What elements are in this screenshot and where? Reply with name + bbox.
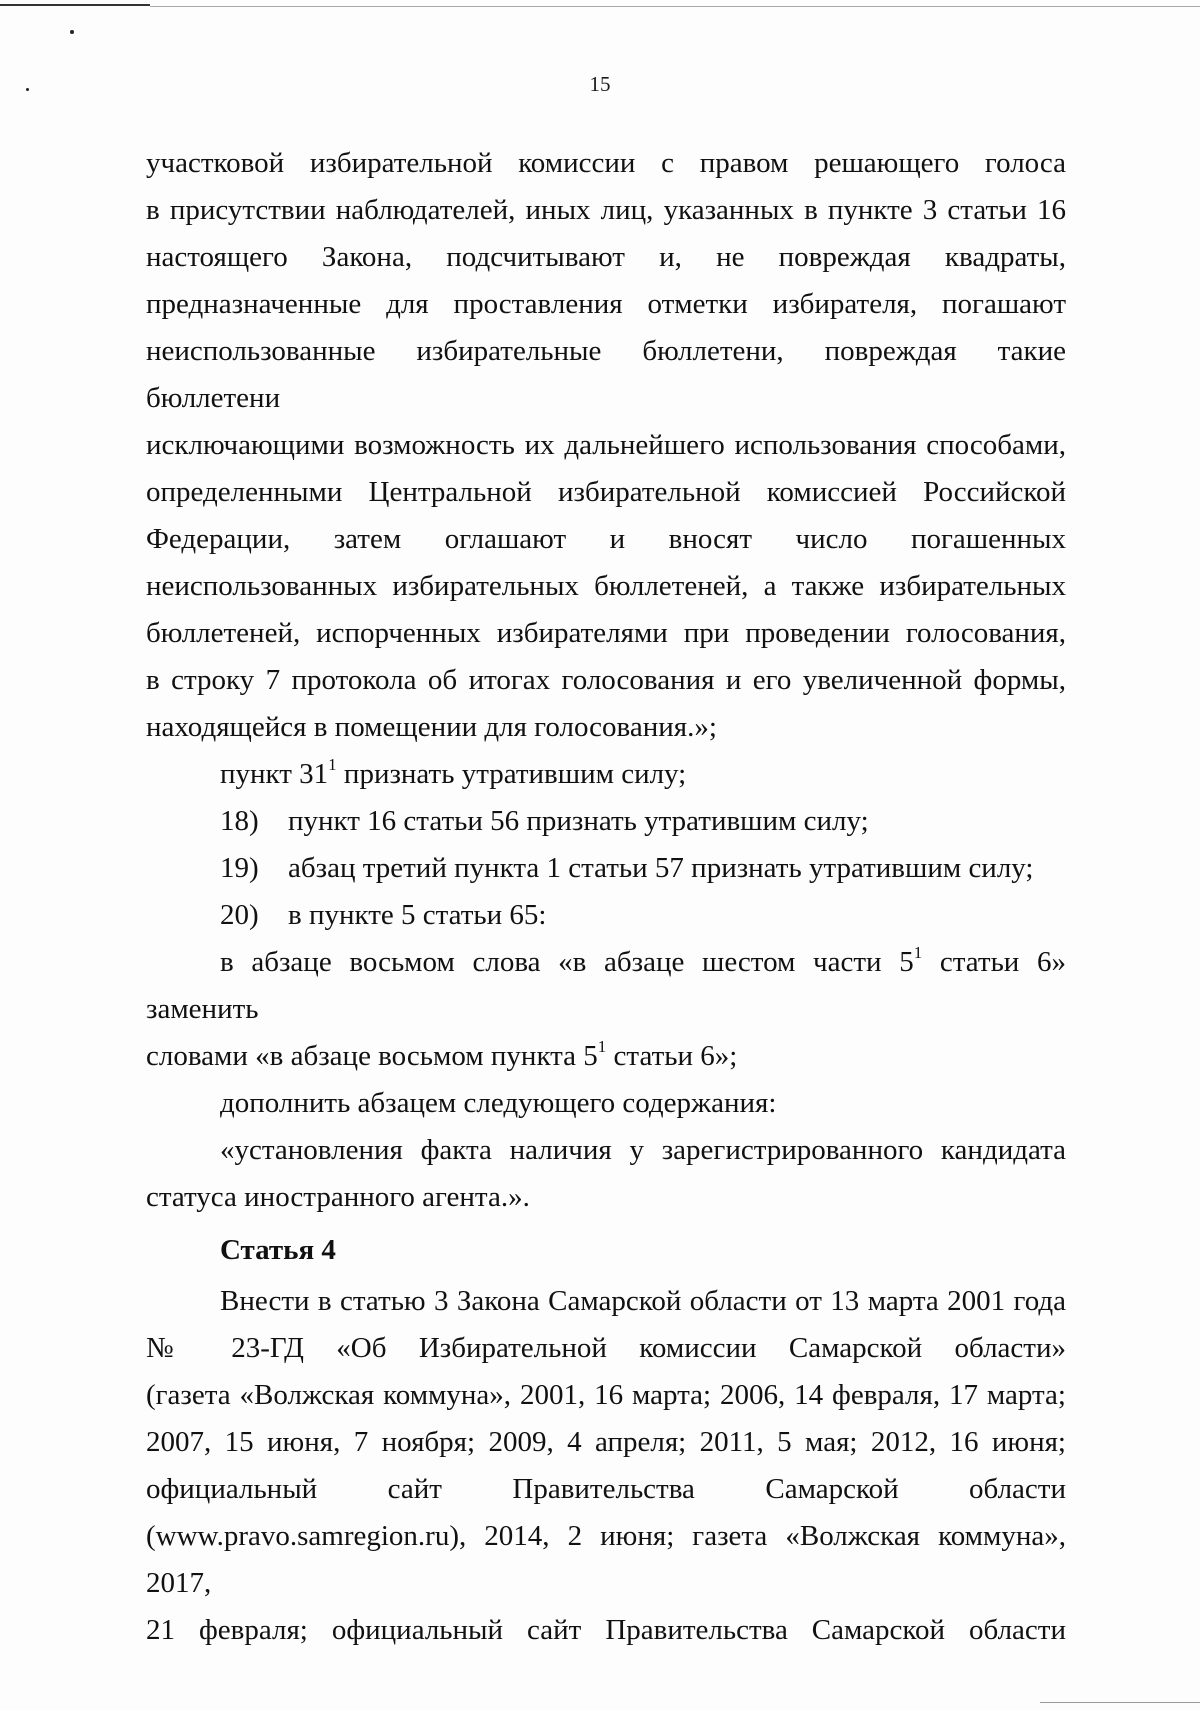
text-line: в строку 7 протокола об итогах голосования и его увеличенной формы, [146,664,1066,696]
text-line: предназначенные для проставления отметки избирателя, погашают [146,288,1066,320]
document-body [146,140,1066,1654]
list-item-text: в пункте 5 статьи 65: [288,899,547,931]
scan-border-line-faint [150,6,1200,7]
superscript: 1 [597,1037,607,1057]
list-item-text: абзац третий пункта 1 статьи 57 признать утратившим силу; [288,852,1034,884]
amendment-line: статуса иностранного агента.». [146,1181,530,1213]
amendment-line [146,1033,1066,1080]
list-item-number: 19) [220,852,259,884]
text-line: официальный сайт Правительства Самарской области [146,1473,1066,1505]
text-fragment: пункт 31 [220,758,329,790]
text-line: бюллетеней, испорченных избирателями при проведении голосования, [146,617,1066,649]
text-fragment: словами «в абзаце восьмом пункта 5 [146,1040,598,1072]
text-line: исключающими возможность их дальнейшего использования способами, [146,429,1066,461]
text-line: находящейся в помещении для голосования.»; [146,711,717,743]
text-line: (www.pravo.samregion.ru), 2014, 2 июня; газета «Волжская коммуна», 2017, [146,1520,1066,1599]
article-heading: Статья 4 [220,1234,336,1266]
page-number: 15 [589,72,611,96]
list-item-number: 18) [220,805,259,837]
list-item-number: 20) [220,899,259,931]
scan-border-line-bottom [1040,1702,1200,1703]
text-line: № 23-ГД «Об Избирательной комиссии Самарской области» [146,1332,1066,1364]
text-line: Федерации, затем оглашают и вносят число погашенных [146,523,1066,555]
text-line: Внести в статью 3 Закона Самарской области от 13 марта 2001 года [220,1285,1066,1317]
text-line: неиспользованных избирательных бюллетеней, а также избирательных [146,570,1066,602]
list-item-text: пункт 16 статьи 56 признать утратившим силу; [288,805,869,837]
scan-border-line [0,4,150,6]
text-fragment: статьи 6»; [606,1040,738,1072]
list-item-19 [146,845,1066,892]
text-fragment: в абзаце восьмом слова «в абзаце шестом части 5 [220,946,914,978]
list-item-18 [146,798,1066,845]
text-line: участковой избирательной комиссии с правом решающего голоса [146,147,1066,179]
amendment-line: дополнить абзацем следующего содержания: [220,1087,777,1119]
text-line: (газета «Волжская коммуна», 2001, 16 марта; 2006, 14 февраля, 17 марта; [146,1379,1066,1411]
text-fragment: признать утратившим силу; [336,758,687,790]
text-line: 21 февраля; официальный сайт Правительства Самарской области [146,1614,1066,1646]
text-line: неиспользованные избирательные бюллетени, повреждая такие бюллетени [146,335,1066,414]
amendment-line [146,939,1066,1033]
text-line: настоящего Закона, подсчитывают и, не повреждая квадраты, [146,241,1066,273]
text-fragment: статьи 6» заменить [146,946,1066,1025]
superscript: 1 [913,943,923,963]
amendment-line: «установления факта наличия у зарегистрированного кандидата [220,1134,1066,1166]
scan-speck [70,30,74,34]
text-line: 2007, 15 июня, 7 ноября; 2009, 4 апреля; 2011, 5 мая; 2012, 16 июня; [146,1426,1066,1458]
list-item-20 [146,892,1066,939]
superscript: 1 [328,755,337,775]
paragraph-punkt-31 [146,751,1066,798]
text-line: определенными Центральной избирательной комиссией Российской [146,476,1066,508]
text-line: в присутствии наблюдателей, иных лиц, указанных в пункте 3 статьи 16 [146,194,1066,226]
